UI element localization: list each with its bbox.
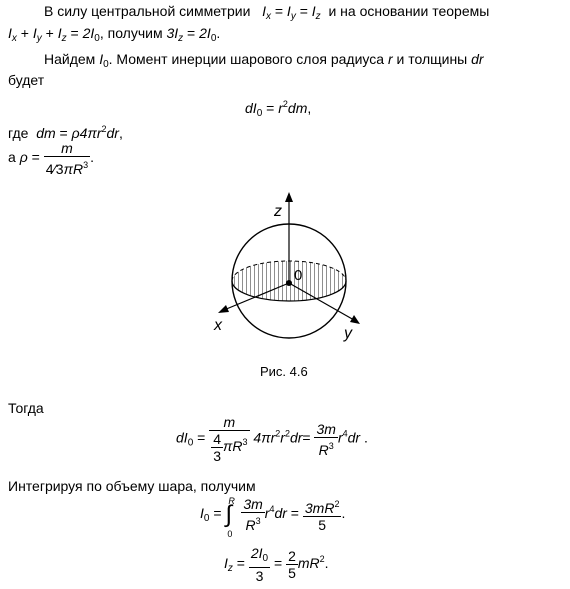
sphere-figure	[190, 190, 390, 350]
sup: 3	[255, 516, 261, 526]
fraction	[241, 496, 264, 533]
fraction	[314, 421, 337, 458]
lower-limit: 0	[227, 528, 233, 539]
den-pi: πR	[223, 438, 243, 455]
den: R	[318, 441, 329, 458]
sup: 3	[328, 440, 334, 451]
z-arrow-icon	[285, 192, 293, 202]
text: . Момент инерции шарового слоя радиуса	[108, 51, 385, 67]
numerator: 4	[213, 431, 222, 447]
sup: 4	[269, 504, 275, 515]
sup: 2	[334, 499, 340, 509]
then-text: Тогда	[8, 400, 44, 416]
sym: dI	[245, 100, 257, 116]
sub: 0	[94, 33, 100, 44]
para2-line2	[8, 72, 44, 88]
denominator	[209, 431, 249, 464]
sup: 2	[275, 428, 281, 439]
denominator: 3	[255, 568, 264, 584]
sup: 2	[284, 428, 290, 439]
sub: z	[227, 563, 233, 575]
text: .	[363, 429, 368, 446]
sym: dr	[471, 51, 484, 67]
sym: I	[224, 555, 228, 572]
num: 2I	[250, 545, 263, 561]
text: .	[324, 555, 329, 572]
sup: 2	[101, 124, 107, 134]
sub: 0	[187, 437, 194, 449]
fraction	[209, 414, 249, 464]
axis-y-label: y	[344, 325, 352, 342]
sym: r	[278, 100, 283, 116]
numerator	[303, 496, 342, 517]
eq-where: где dm = $\rho 4\pi r^2dr$,	[8, 124, 123, 141]
sym: 2I	[82, 25, 95, 41]
sup: 2	[319, 554, 325, 565]
sub: 0	[262, 553, 269, 564]
text: .	[216, 25, 221, 41]
den-frac: 4⁄3	[45, 161, 64, 177]
fraction	[249, 545, 270, 584]
figure-caption: Рис. 4.6	[260, 364, 308, 379]
origin-label: 0	[294, 267, 303, 284]
den: R	[245, 517, 256, 533]
sym: r	[280, 429, 285, 446]
sym: dm	[36, 125, 56, 141]
sym: I	[8, 25, 12, 41]
sym: 4πr	[253, 429, 276, 446]
sym: I	[99, 51, 104, 67]
text: и на основании теоремы	[328, 3, 490, 19]
sup: 2	[282, 99, 288, 109]
numerator: m	[44, 140, 90, 157]
sub: z	[61, 33, 67, 44]
sym: 3I	[166, 25, 179, 41]
sym: mR	[297, 555, 320, 572]
sym: r	[387, 51, 393, 67]
den-pi: πR	[63, 161, 84, 177]
sup: 3	[83, 160, 89, 170]
axis-x-label: x	[214, 317, 222, 334]
upper-limit: R	[228, 495, 235, 506]
text: ,	[118, 125, 123, 141]
text: и толщины	[396, 51, 468, 67]
sym: r	[337, 429, 343, 446]
eq-int: $I_0$ = R ∫ 0 $\frac{3m}{R^3}$ $r^4dr$ = $\frac{3mR^2}{5}$ .	[200, 495, 346, 539]
text: , получим	[99, 25, 163, 41]
sym: I	[200, 505, 204, 522]
origin-dot	[286, 280, 292, 286]
sym: I	[57, 25, 62, 41]
sym: dr	[274, 505, 287, 522]
sub: 0	[210, 33, 217, 44]
sym: 2I	[199, 25, 211, 41]
sub: x	[265, 11, 271, 22]
denominator: 5	[318, 517, 327, 533]
y-arrow-icon	[350, 315, 360, 324]
numerator: 3m	[243, 496, 263, 512]
sup: 4	[342, 428, 348, 439]
denominator	[241, 513, 264, 533]
text: .	[90, 149, 95, 166]
text: В силу центральной симметрии	[44, 3, 251, 19]
text: ,	[307, 100, 312, 116]
integrate-text: Интегрируя по объему шара, получим	[8, 478, 256, 494]
denominator	[44, 157, 90, 177]
numerator: 3m	[316, 420, 336, 437]
text: .	[341, 505, 346, 522]
fraction	[303, 496, 342, 533]
para1-line1: В силу центральной симметрии $I_x = I_y = I_z$ и на основании теоремы	[44, 3, 490, 22]
sub: 0	[203, 513, 210, 525]
fraction	[286, 548, 298, 581]
inner-fraction	[211, 431, 223, 464]
integral-icon: ∫	[225, 500, 232, 528]
num: 3mR	[304, 500, 335, 516]
eq-dI: $dI_0 = r^2dm$,	[245, 99, 312, 119]
sub: z	[178, 33, 184, 44]
sym: ρ	[19, 149, 28, 166]
sub: y	[36, 33, 42, 44]
denominator: 5	[288, 565, 296, 581]
denominator: 3	[213, 448, 222, 464]
integral-sign	[225, 495, 237, 539]
sym: ρ4πr	[71, 125, 102, 141]
text: где	[8, 125, 29, 141]
sym: dr	[106, 125, 119, 141]
text: а	[8, 149, 16, 166]
sub: z	[315, 11, 321, 22]
denominator	[314, 438, 337, 458]
sym: dI	[176, 429, 188, 446]
numerator: m	[209, 414, 249, 431]
sub: 0	[103, 59, 109, 70]
numerator: 2	[288, 548, 296, 564]
sub: y	[290, 11, 296, 22]
text: будет	[8, 72, 45, 88]
sub: 0	[256, 108, 263, 119]
sym: dm	[287, 100, 308, 116]
para2-line1	[44, 51, 484, 73]
para1-line2: $I_x + I_y + I_z = 2I_0$, получим $3I_z = 2I_0$.	[8, 25, 221, 44]
sym: I	[286, 3, 291, 19]
sub: x	[11, 33, 17, 44]
sym: r	[264, 505, 270, 522]
sym: dr	[289, 429, 303, 446]
text: Найдем	[44, 51, 96, 67]
sym: I	[262, 3, 266, 19]
eq-rho: а ρ = $\frac{m}{4⁄3\pi R^3}$ .	[8, 140, 95, 177]
eq-big: $dI_0$ = m $\frac{4}{3}$ $\pi R^3$ $4\pi r^2r^2dr=$ $\frac{3m}{R^3}$ $r^4dr$ .	[176, 414, 368, 464]
fraction	[44, 140, 90, 177]
sym: dr	[347, 429, 361, 446]
eq-final: $I_z$ = $\frac{2I_0}{3}$ = $\frac{2}{5}$ $mR^2$.	[224, 545, 329, 584]
sym: I	[32, 25, 37, 41]
sup: 3	[242, 437, 248, 448]
x-arrow-icon	[218, 305, 229, 313]
axis-z-label: z	[274, 203, 282, 220]
numerator	[249, 545, 270, 568]
sym: I	[311, 3, 316, 19]
